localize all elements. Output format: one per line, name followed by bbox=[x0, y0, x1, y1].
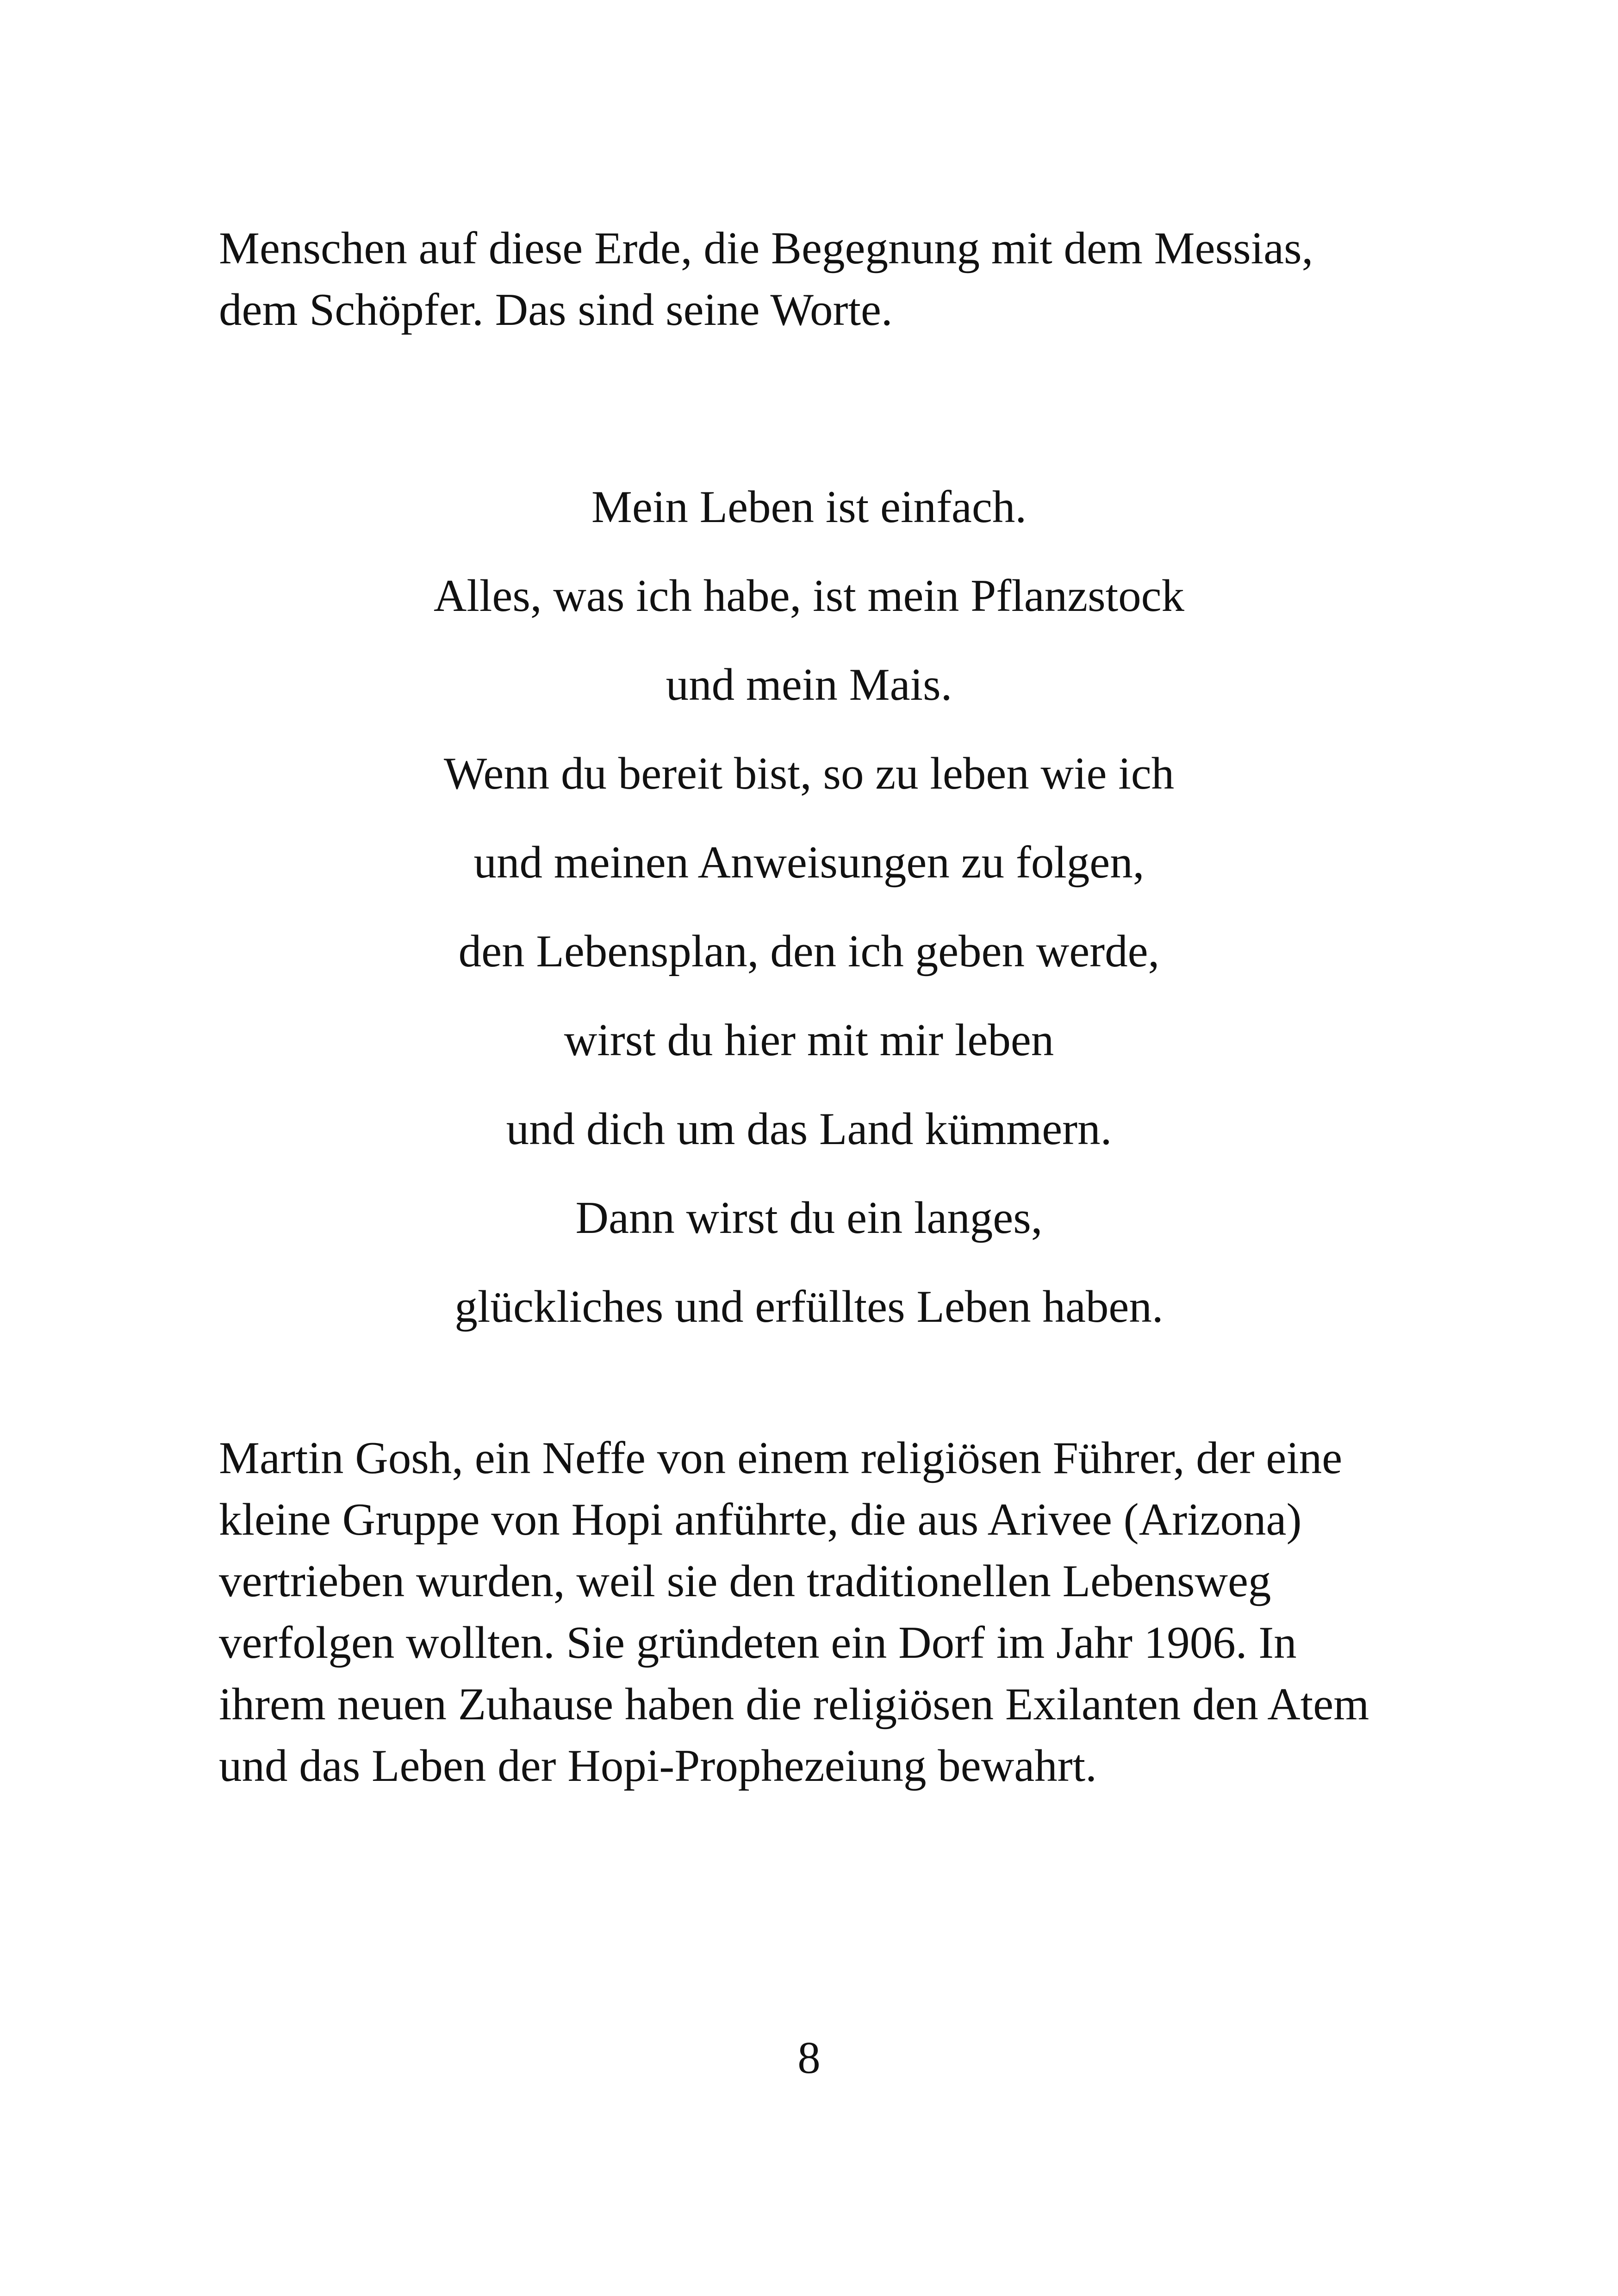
poem-line: glückliches und erfülltes Leben haben. bbox=[454, 1282, 1164, 1332]
paragraph-line: ihrem neuen Zuhause haben die religiösen Exilanten den Atem bbox=[219, 1679, 1369, 1730]
paragraph-line: Martin Gosh, ein Neffe von einem religiösen Führer, der eine bbox=[219, 1433, 1343, 1483]
paragraph-line: verfolgen wollten. Sie gründeten ein Dorf im Jahr 1906. In bbox=[219, 1618, 1297, 1668]
poem-line: und dich um das Land kümmern. bbox=[506, 1104, 1112, 1154]
page-number: 8 bbox=[797, 2033, 821, 2083]
poem-block bbox=[0, 463, 1618, 1351]
paragraph-line: Menschen auf diese Erde, die Begegnung mit dem Messias, bbox=[219, 223, 1313, 274]
poem-line: und mein Mais. bbox=[666, 660, 952, 710]
poem-line: und meinen Anweisungen zu folgen, bbox=[473, 837, 1145, 888]
paragraph-line: dem Schöpfer. Das sind seine Worte. bbox=[219, 285, 893, 335]
paragraph-line: kleine Gruppe von Hopi anführte, die aus Arivee (Arizona) bbox=[219, 1494, 1302, 1545]
poem-line: Mein Leben ist einfach. bbox=[591, 482, 1027, 532]
poem-line: wirst du hier mit mir leben bbox=[564, 1015, 1054, 1065]
paragraph-line: und das Leben der Hopi-Prophezeiung bewahrt. bbox=[219, 1741, 1097, 1791]
poem-line: Dann wirst du ein langes, bbox=[575, 1193, 1043, 1243]
intro-paragraph bbox=[219, 218, 1422, 341]
paragraph-line: vertrieben wurden, weil sie den traditionellen Lebensweg bbox=[219, 1556, 1271, 1606]
poem-line: Wenn du bereit bist, so zu leben wie ich bbox=[443, 748, 1175, 799]
body-paragraph bbox=[219, 1427, 1422, 1797]
poem-line: den Lebensplan, den ich geben werde, bbox=[458, 926, 1160, 977]
poem-line: Alles, was ich habe, ist mein Pflanzstock bbox=[433, 571, 1185, 621]
